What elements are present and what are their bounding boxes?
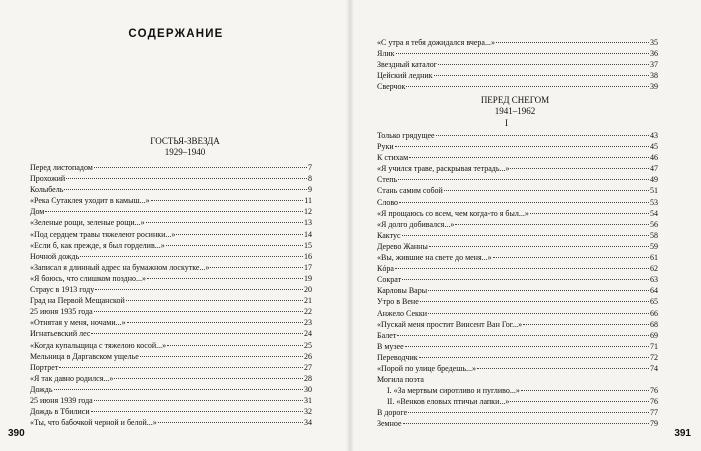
toc-entry-page: 31 (304, 395, 312, 405)
toc-entry (377, 219, 658, 230)
page-number-left: 390 (8, 428, 25, 439)
toc-dot-leader (406, 86, 649, 87)
toc-dot-leader (126, 300, 303, 301)
toc-entry-title: Анжело Секки (377, 308, 428, 318)
toc-dot-leader (436, 135, 649, 136)
toc-entry-page: 63 (650, 275, 658, 285)
toc-entry-title: Переводчик (377, 352, 418, 362)
toc-dot-leader (210, 267, 303, 268)
toc-dot-leader (398, 179, 649, 180)
toc-entry (30, 217, 312, 228)
toc-entry (377, 308, 658, 319)
toc-entry-title: «Я прощаюсь со всем, чем когда-то я был...» (377, 208, 529, 218)
toc-entry-title: Колыбель (30, 185, 64, 195)
toc-entry (377, 70, 658, 81)
toc-entry (377, 396, 658, 407)
toc-entry (30, 351, 312, 362)
toc-dot-leader (167, 345, 303, 346)
toc-entry-title: Дом (30, 207, 45, 217)
toc-dot-leader (395, 268, 649, 269)
toc-dot-leader (94, 400, 303, 401)
toc-entry-title: «Я долго добивался...» (377, 219, 455, 229)
toc-dot-leader (438, 64, 649, 65)
toc-dot-leader (403, 423, 649, 424)
toc-entry-page: 72 (650, 352, 658, 362)
toc-entry (377, 296, 658, 307)
toc-entry-page: 71 (650, 341, 658, 351)
toc-dot-leader (428, 313, 649, 314)
toc-entry-page: 12 (304, 207, 312, 217)
toc-dot-leader (147, 278, 303, 279)
toc-entry (30, 406, 312, 417)
toc-entry-title: 25 июня 1939 года (30, 395, 93, 405)
toc-entry (30, 229, 312, 240)
toc-dot-leader (395, 146, 649, 147)
toc-entry-title: «Отнятая у меня, ночами...» (30, 318, 126, 328)
toc-entry-page: 28 (304, 373, 312, 383)
section-title: ГОСТЬЯ-ЗВЕЗДА (150, 136, 220, 146)
toc-entry (30, 317, 312, 328)
toc-entry-title: «Когда купальщица с тяжелою косой...» (30, 340, 167, 350)
toc-entry-page: 35 (650, 38, 658, 47)
toc-entry-page: 37 (650, 60, 658, 70)
toc-entry-page: 7 (308, 163, 312, 172)
toc-dot-leader (420, 301, 649, 302)
toc-entry (377, 197, 658, 208)
toc-entry (30, 262, 312, 273)
toc-dot-leader (114, 378, 303, 379)
toc-dot-leader (397, 335, 649, 336)
toc-entry-page: 8 (308, 174, 312, 184)
toc-entry (30, 384, 312, 395)
toc-entry-title: К стихам (377, 153, 409, 163)
toc-entry (30, 273, 312, 284)
section-years: 1929–1940 (164, 147, 206, 157)
toc-entry-page: 22 (304, 307, 312, 317)
toc-entry-page: 61 (650, 253, 658, 263)
toc-dot-leader (408, 412, 649, 413)
toc-dot-leader (146, 222, 303, 223)
toc-entry-page: 25 (304, 340, 312, 350)
toc-entry-title: Игнатьевский лес (30, 329, 91, 339)
toc-entry (30, 195, 312, 206)
toc-dot-leader (523, 324, 649, 325)
toc-entry (377, 263, 658, 274)
toc-entry-page: 64 (650, 286, 658, 296)
toc-entry (30, 284, 312, 295)
toc-entry (377, 208, 658, 219)
toc-entry-page: 46 (650, 153, 658, 163)
toc-entry-page: 68 (650, 319, 658, 329)
toc-dot-leader (419, 357, 649, 358)
toc-entry-page: 11 (304, 196, 312, 206)
toc-dot-leader (45, 211, 303, 212)
toc-entry (30, 206, 312, 217)
toc-entry-title: Балет (377, 330, 397, 340)
toc-entry-page: 21 (304, 296, 312, 306)
toc-entry (30, 184, 312, 195)
toc-entry-page: 45 (650, 142, 658, 152)
toc-entry-title: Стань самим собой (377, 186, 443, 196)
toc-entry-title: II. «Венков еловых птичьи лапки...» (387, 397, 510, 407)
page-number-right: 391 (674, 428, 691, 439)
toc-entry-page: 49 (650, 175, 658, 185)
toc-dot-leader (429, 246, 649, 247)
toc-entry-title: Перед листопадом (30, 163, 93, 172)
toc-dot-leader (166, 245, 303, 246)
toc-entry (377, 341, 658, 352)
toc-entry (377, 407, 658, 418)
toc-entry-title: «Пускай меня простит Винсент Ван Гог...» (377, 319, 523, 329)
toc-entry-title: Степь (377, 175, 398, 185)
toc-entry (30, 362, 312, 373)
toc-entry-title: «Я учился траве, раскрывая тетрадь...» (377, 164, 510, 174)
toc-entry-title: Могила поэта (377, 375, 424, 385)
toc-entry-title: Кактус (377, 230, 401, 240)
toc-entry (377, 319, 658, 330)
toc-entry-page: 24 (304, 329, 312, 339)
toc-dot-leader (434, 75, 649, 76)
toc-entry (377, 163, 658, 174)
toc-entry-page: 43 (650, 131, 658, 140)
toc-entry-title: Сократ (377, 275, 402, 285)
toc-dot-leader (140, 356, 303, 357)
toc-entry-title: Страус в 1913 году (30, 285, 95, 295)
toc-dot-leader (54, 389, 303, 390)
toc-entry-title: «Вы, жившие на свете до меня...» (377, 253, 492, 263)
toc-entry-page: 58 (650, 230, 658, 240)
toc-entry-title: Мельница в Даргавском ущелье (30, 351, 139, 361)
toc-entry (30, 240, 312, 251)
toc-entry-title: Земное (377, 419, 402, 429)
toc-entry (377, 241, 658, 252)
toc-entry-title: «Река Сутаклея уходит в камыш...» (30, 196, 150, 206)
toc-entry-page: 59 (650, 241, 658, 251)
toc-entry (377, 130, 658, 141)
left-page (0, 0, 350, 451)
toc-dot-leader (94, 311, 303, 312)
toc-entry (30, 295, 312, 306)
toc-entry-page: 38 (650, 71, 658, 81)
toc-entry-title: Град на Первой Мещанской (30, 296, 125, 306)
toc-entry-page: 15 (304, 240, 312, 250)
toc-dot-leader (409, 157, 649, 158)
toc-entry (30, 173, 312, 184)
toc-entry (377, 37, 658, 48)
toc-entry (377, 141, 658, 152)
toc-entry-page: 34 (304, 418, 312, 428)
section-heading-pered-snegom (430, 95, 600, 117)
toc-entry-page: 9 (308, 185, 312, 195)
toc-entry-title: «Записал я длинный адрес на бумажном лоскутке...» (30, 262, 210, 272)
section-title: ПЕРЕД СНЕГОМ (480, 95, 550, 105)
toc-entry (30, 417, 312, 428)
toc-entry-title: «Я боюсь, что слишком поздно...» (30, 273, 147, 283)
toc-entry-page: 13 (304, 218, 312, 228)
toc-dot-leader (521, 390, 649, 391)
toc-dot-leader (95, 289, 303, 290)
toc-entry-page: 17 (304, 262, 312, 272)
toc-dot-leader (66, 178, 307, 179)
toc-dot-leader (158, 422, 303, 423)
toc-entry-title: I. «За мертвым сиротливо и пугливо...» (387, 386, 520, 396)
toc-entry-title: Руки (377, 142, 394, 152)
toc-dot-leader (405, 346, 649, 347)
toc-entry-title: Ночной дождь (30, 251, 80, 261)
section-heading-gostya-zvezda (95, 136, 275, 158)
toc-entry-page: 47 (650, 164, 658, 174)
toc-entry-title: В дороге (377, 408, 408, 418)
toc-entry (30, 340, 312, 351)
toc-entry-title: Дождь в Тбилиси (30, 407, 90, 417)
toc-entry (377, 374, 658, 385)
toc-entry-page: 65 (650, 297, 658, 307)
toc-entry-title: Слово (377, 197, 399, 207)
toc-entry-page: 36 (650, 49, 658, 59)
toc-entry (377, 48, 658, 59)
toc-dot-leader (530, 213, 649, 214)
toc-entry-page: 23 (304, 318, 312, 328)
toc-entry (377, 252, 658, 263)
toc-entry (30, 251, 312, 262)
toc-entry-page: 26 (304, 351, 312, 361)
toc-entry-title: 25 июня 1935 года (30, 307, 93, 317)
toc-dot-leader (402, 279, 649, 280)
toc-dot-leader (510, 168, 649, 169)
toc-entry-page: 66 (650, 308, 658, 318)
toc-entry (377, 230, 658, 241)
toc-dot-leader (80, 256, 303, 257)
toc-list-right (377, 130, 658, 430)
toc-entry-title: «С утра я тебя дожидался вчера...» (377, 38, 495, 47)
toc-entry-page: 27 (304, 362, 312, 372)
toc-dot-leader (59, 367, 303, 368)
toc-dot-leader (399, 202, 649, 203)
toc-entry-title: Дерево Жанны (377, 241, 428, 251)
toc-entry-title: «Если б, как прежде, я был горделив...» (30, 240, 165, 250)
toc-entry (377, 285, 658, 296)
toc-dot-leader (510, 401, 649, 402)
right-page (350, 0, 701, 451)
toc-entry-page: 74 (650, 363, 658, 373)
toc-dot-leader (176, 234, 303, 235)
toc-entry-title: Утро в Вене (377, 297, 419, 307)
toc-entry-title: Кóра (377, 264, 394, 274)
toc-entry (30, 162, 312, 173)
toc-dot-leader (127, 322, 303, 323)
toc-entry-page: 77 (650, 408, 658, 418)
toc-entry-page: 79 (650, 419, 658, 429)
toc-dot-leader (496, 42, 649, 43)
toc-dot-leader (64, 189, 307, 190)
toc-entry-page: 39 (650, 82, 658, 92)
toc-entry-title: Дождь (30, 384, 53, 394)
toc-dot-leader (91, 333, 303, 334)
toc-entry-page: 76 (650, 386, 658, 396)
toc-entry-page: 69 (650, 330, 658, 340)
toc-entry-title: Прохожий (30, 174, 66, 184)
toc-entry-page: 30 (304, 384, 312, 394)
toc-entry-page: 20 (304, 285, 312, 295)
toc-entry-title: Портрет (30, 362, 59, 372)
toc-entry-title: Карловы Вары (377, 286, 428, 296)
toc-dot-leader (402, 235, 649, 236)
toc-list-left (30, 162, 312, 428)
toc-entry-page: 62 (650, 264, 658, 274)
toc-dot-leader (477, 368, 649, 369)
book-gutter-shadow (346, 0, 354, 451)
toc-entry (377, 418, 658, 429)
toc-entry (377, 363, 658, 374)
toc-dot-leader (396, 53, 650, 54)
toc-dot-leader (428, 290, 649, 291)
toc-entry-page: 14 (304, 229, 312, 239)
toc-dot-leader (151, 200, 304, 201)
toc-entry (377, 152, 658, 163)
toc-entry-page: 76 (650, 397, 658, 407)
toc-entry-page: 32 (304, 407, 312, 417)
toc-entry (377, 174, 658, 185)
toc-entry-title: Цейский ледник (377, 71, 433, 81)
toc-entry (377, 352, 658, 363)
toc-entry (377, 330, 658, 341)
toc-entry-title: В музее (377, 341, 404, 351)
part-number: I (505, 118, 508, 128)
toc-entry-title: «Под сердцем травы тяжелеют росинки...» (30, 229, 176, 239)
toc-entry-title: «Порой по улице бредешь...» (377, 363, 477, 373)
toc-dot-leader (493, 257, 649, 258)
toc-entry-page: 51 (650, 186, 658, 196)
toc-entry (377, 81, 658, 92)
toc-entry-title: Только грядущее (377, 131, 435, 140)
toc-entry (377, 185, 658, 196)
toc-entry (30, 395, 312, 406)
toc-entry (377, 385, 658, 396)
toc-list-right-top (377, 37, 658, 92)
toc-dot-leader (455, 224, 649, 225)
toc-entry-title: «Зеленые рощи, зеленые рощи...» (30, 218, 145, 228)
toc-entry-page: 19 (304, 273, 312, 283)
toc-dot-leader (91, 411, 303, 412)
contents-title: СОДЕРЖАНИЕ (128, 28, 224, 40)
toc-entry-title: Сверчок (377, 82, 406, 92)
toc-entry-page: 53 (650, 197, 658, 207)
toc-dot-leader (444, 190, 649, 191)
toc-entry-title: Звездный каталог (377, 60, 438, 70)
toc-entry-title: Ялик (377, 49, 395, 59)
toc-dot-leader (94, 167, 307, 168)
section-years: 1941–1962 (494, 106, 536, 116)
toc-entry-page: 16 (304, 251, 312, 261)
toc-entry-page: 54 (650, 208, 658, 218)
toc-entry (30, 373, 312, 384)
toc-entry (30, 306, 312, 317)
toc-entry-title: «Я так давно родился...» (30, 373, 114, 383)
toc-entry-title: «Ты, что бабочкой черной и белой...» (30, 418, 157, 428)
toc-entry (30, 328, 312, 339)
toc-entry-page: 56 (650, 219, 658, 229)
toc-entry (377, 59, 658, 70)
toc-entry (377, 274, 658, 285)
